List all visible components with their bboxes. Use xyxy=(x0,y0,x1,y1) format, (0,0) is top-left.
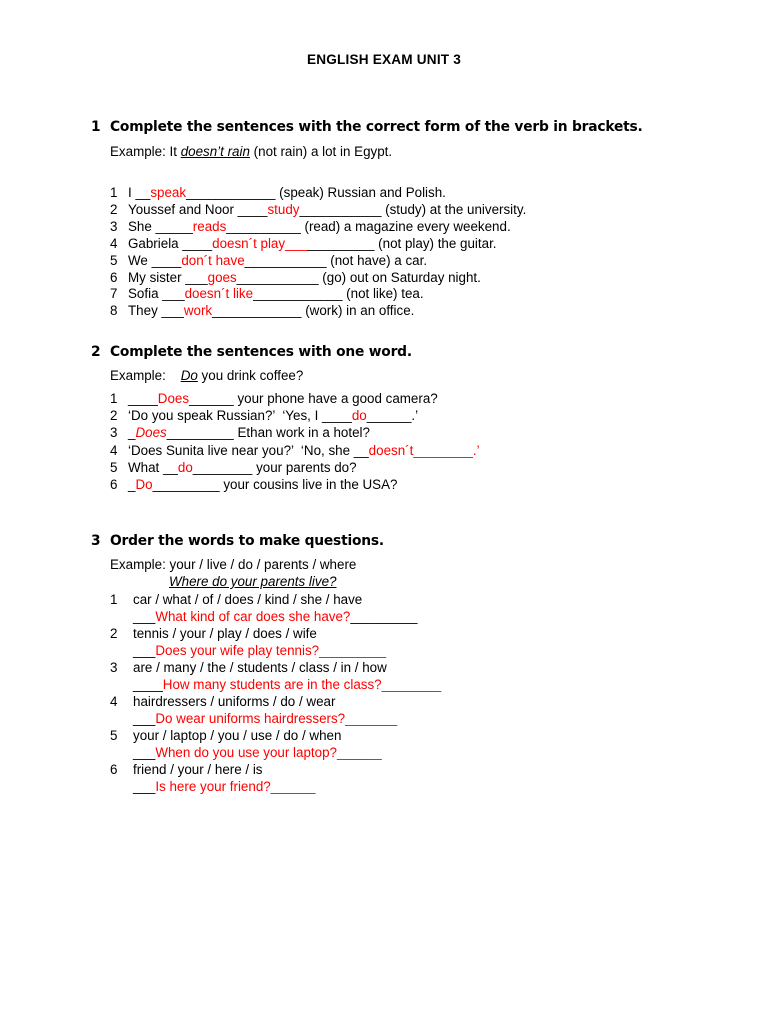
answer-blank-before: ___ xyxy=(133,779,156,794)
answer-line xyxy=(133,710,397,727)
answer-blank-before: ___ xyxy=(133,745,156,760)
item-text-before: Sofia ___ xyxy=(128,286,185,302)
word-list-line xyxy=(110,659,387,676)
section-instruction: Order the words to make questions. xyxy=(110,533,384,549)
item-number: 7 xyxy=(110,286,118,302)
item-number: 6 xyxy=(110,269,118,285)
item-text-before: What __ xyxy=(128,459,178,475)
exercise-line xyxy=(110,424,370,441)
answer-line xyxy=(133,642,386,659)
item-number: 5 xyxy=(110,252,118,268)
example-answer: Do xyxy=(180,368,198,383)
item-text-before: We ____ xyxy=(128,252,182,268)
item-number: 3 xyxy=(110,660,118,675)
word-list: tennis / your / play / does / wife xyxy=(133,626,317,641)
item-answer: work xyxy=(183,303,213,319)
word-list: are / many / the / students / class / in / how xyxy=(133,660,387,675)
item-text-after: ___________ (study) at the university. xyxy=(299,201,527,217)
item-text-after: ____________ (not like) tea. xyxy=(253,286,424,302)
example-suffix: you drink coffee? xyxy=(197,368,304,383)
word-list-line xyxy=(110,625,317,642)
item-answer: Is here your friend?______ xyxy=(155,779,316,794)
page-title: ENGLISH EXAM UNIT 3 xyxy=(306,52,462,67)
section-3-example-words: Example: your / live / do / parents / where xyxy=(110,557,357,572)
item-text-before: ‘Do you speak Russian?’ ‘Yes, I ____ xyxy=(128,408,352,424)
item-answer: doesn´t________.’ xyxy=(368,442,480,458)
answer-line xyxy=(133,676,441,693)
section-number: 2 xyxy=(91,344,101,360)
item-number: 5 xyxy=(110,459,118,475)
item-answer: don´t have xyxy=(181,252,245,268)
item-text-before: Gabriela ____ xyxy=(128,235,213,251)
item-answer: goes xyxy=(207,269,237,285)
item-answer: How many students are in the class?________ xyxy=(162,677,442,692)
exercise-line xyxy=(110,252,427,269)
answer-line xyxy=(133,608,417,625)
item-answer: reads xyxy=(192,218,227,234)
item-number: 4 xyxy=(110,442,118,458)
item-answer: study xyxy=(267,201,300,217)
word-list: friend / your / here / is xyxy=(133,762,263,777)
answer-line xyxy=(133,778,315,795)
word-list: hairdressers / uniforms / do / wear xyxy=(133,694,336,709)
item-number: 4 xyxy=(110,235,118,251)
item-number: 6 xyxy=(110,762,118,777)
example-suffix: (not rain) a lot in Egypt. xyxy=(249,144,393,159)
item-answer: speak xyxy=(150,185,187,200)
item-answer: Does xyxy=(135,425,167,441)
item-text-after: ______.’ xyxy=(366,408,419,424)
item-number: 2 xyxy=(110,408,118,424)
item-number: 1 xyxy=(110,592,118,607)
item-answer: do xyxy=(177,459,193,475)
item-text-before: ‘Does Sunita live near you?’ ‘No, she __ xyxy=(128,442,369,458)
item-answer: doesn´t play___ xyxy=(212,235,308,251)
item-text-before: I __ xyxy=(128,185,151,200)
item-answer: Do wear uniforms hairdressers?_______ xyxy=(155,711,398,726)
section-3-example-answer: Where do your parents live? xyxy=(169,574,337,589)
section-1-example xyxy=(110,144,392,159)
exercise-line xyxy=(110,442,480,459)
item-text-after: _________ (not play) the guitar. xyxy=(307,235,497,251)
item-text-before: ____ xyxy=(128,391,158,406)
exercise-line xyxy=(110,476,398,493)
answer-blank-before: ____ xyxy=(133,677,163,692)
exercise-line xyxy=(110,302,414,319)
answer-blank-before: ___ xyxy=(133,643,156,658)
section-instruction: Complete the sentences with the correct form of the verb in brackets. xyxy=(110,119,643,135)
exercise-line xyxy=(110,459,357,476)
exercise-line xyxy=(110,407,418,424)
section-1-heading xyxy=(91,119,643,135)
item-answer: do xyxy=(351,408,367,424)
item-answer: Do xyxy=(135,477,153,492)
item-number: 2 xyxy=(110,201,118,217)
item-text-after: ______ your phone have a good camera? xyxy=(189,391,438,406)
example-answer: doesn’t rain xyxy=(180,144,250,159)
answer-blank-before: ___ xyxy=(133,711,156,726)
item-text-after: _________ your cousins live in the USA? xyxy=(152,477,398,492)
answer-blank-before: ___ xyxy=(133,609,156,624)
item-text-after: ___________ (go) out on Saturday night. xyxy=(236,269,481,285)
item-text-before: _ xyxy=(128,425,136,441)
item-answer: Does your wife play tennis?_________ xyxy=(155,643,387,658)
answer-blank-after: _________ xyxy=(350,609,418,624)
item-answer: When do you use your laptop?______ xyxy=(155,745,382,760)
item-number: 5 xyxy=(110,728,118,743)
item-number: 1 xyxy=(110,185,118,200)
item-answer: What kind of car does she have? xyxy=(155,609,351,624)
item-text-before: _ xyxy=(128,477,136,492)
exercise-line xyxy=(110,218,511,235)
section-3-heading xyxy=(91,533,384,549)
exercise-line xyxy=(110,390,438,407)
item-text-after: ________ your parents do? xyxy=(192,459,357,475)
item-number: 2 xyxy=(110,626,118,641)
item-number: 3 xyxy=(110,218,118,234)
word-list-line xyxy=(110,727,341,744)
item-number: 6 xyxy=(110,477,118,492)
item-text-after: ____________ (work) in an office. xyxy=(212,303,415,319)
answer-line xyxy=(133,744,382,761)
example-prefix: Example: xyxy=(110,368,181,383)
section-2-heading xyxy=(91,344,412,360)
item-number: 8 xyxy=(110,303,118,319)
exercise-line xyxy=(110,285,424,302)
section-number: 3 xyxy=(91,533,101,549)
item-text-before: My sister ___ xyxy=(128,269,208,285)
exercise-line xyxy=(110,184,446,201)
item-text-after: __________ (read) a magazine every weekend. xyxy=(226,218,511,234)
example-prefix: Example: It xyxy=(110,144,181,159)
item-number: 1 xyxy=(110,391,118,406)
section-instruction: Complete the sentences with one word. xyxy=(110,344,412,360)
item-answer: Does xyxy=(157,391,190,406)
section-2-example xyxy=(110,368,303,383)
item-number: 3 xyxy=(110,425,118,441)
word-list: car / what / of / does / kind / she / have xyxy=(133,592,363,607)
item-text-before: She _____ xyxy=(128,218,193,234)
item-text-after: ___________ (not have) a car. xyxy=(244,252,428,268)
word-list-line xyxy=(110,761,263,778)
exercise-line xyxy=(110,235,497,252)
exercise-line xyxy=(110,269,481,286)
section-number: 1 xyxy=(91,119,101,135)
item-text-before: Youssef and Noor ____ xyxy=(128,201,268,217)
item-text-after: _________ Ethan work in a hotel? xyxy=(166,425,370,441)
item-number: 4 xyxy=(110,694,118,709)
item-text-before: They ___ xyxy=(128,303,184,319)
word-list: your / laptop / you / use / do / when xyxy=(133,728,342,743)
exercise-line xyxy=(110,201,526,218)
item-text-after: ____________ (speak) Russian and Polish. xyxy=(186,185,446,200)
word-list-line xyxy=(110,591,362,608)
word-list-line xyxy=(110,693,335,710)
item-answer: doesn´t like xyxy=(184,286,254,302)
